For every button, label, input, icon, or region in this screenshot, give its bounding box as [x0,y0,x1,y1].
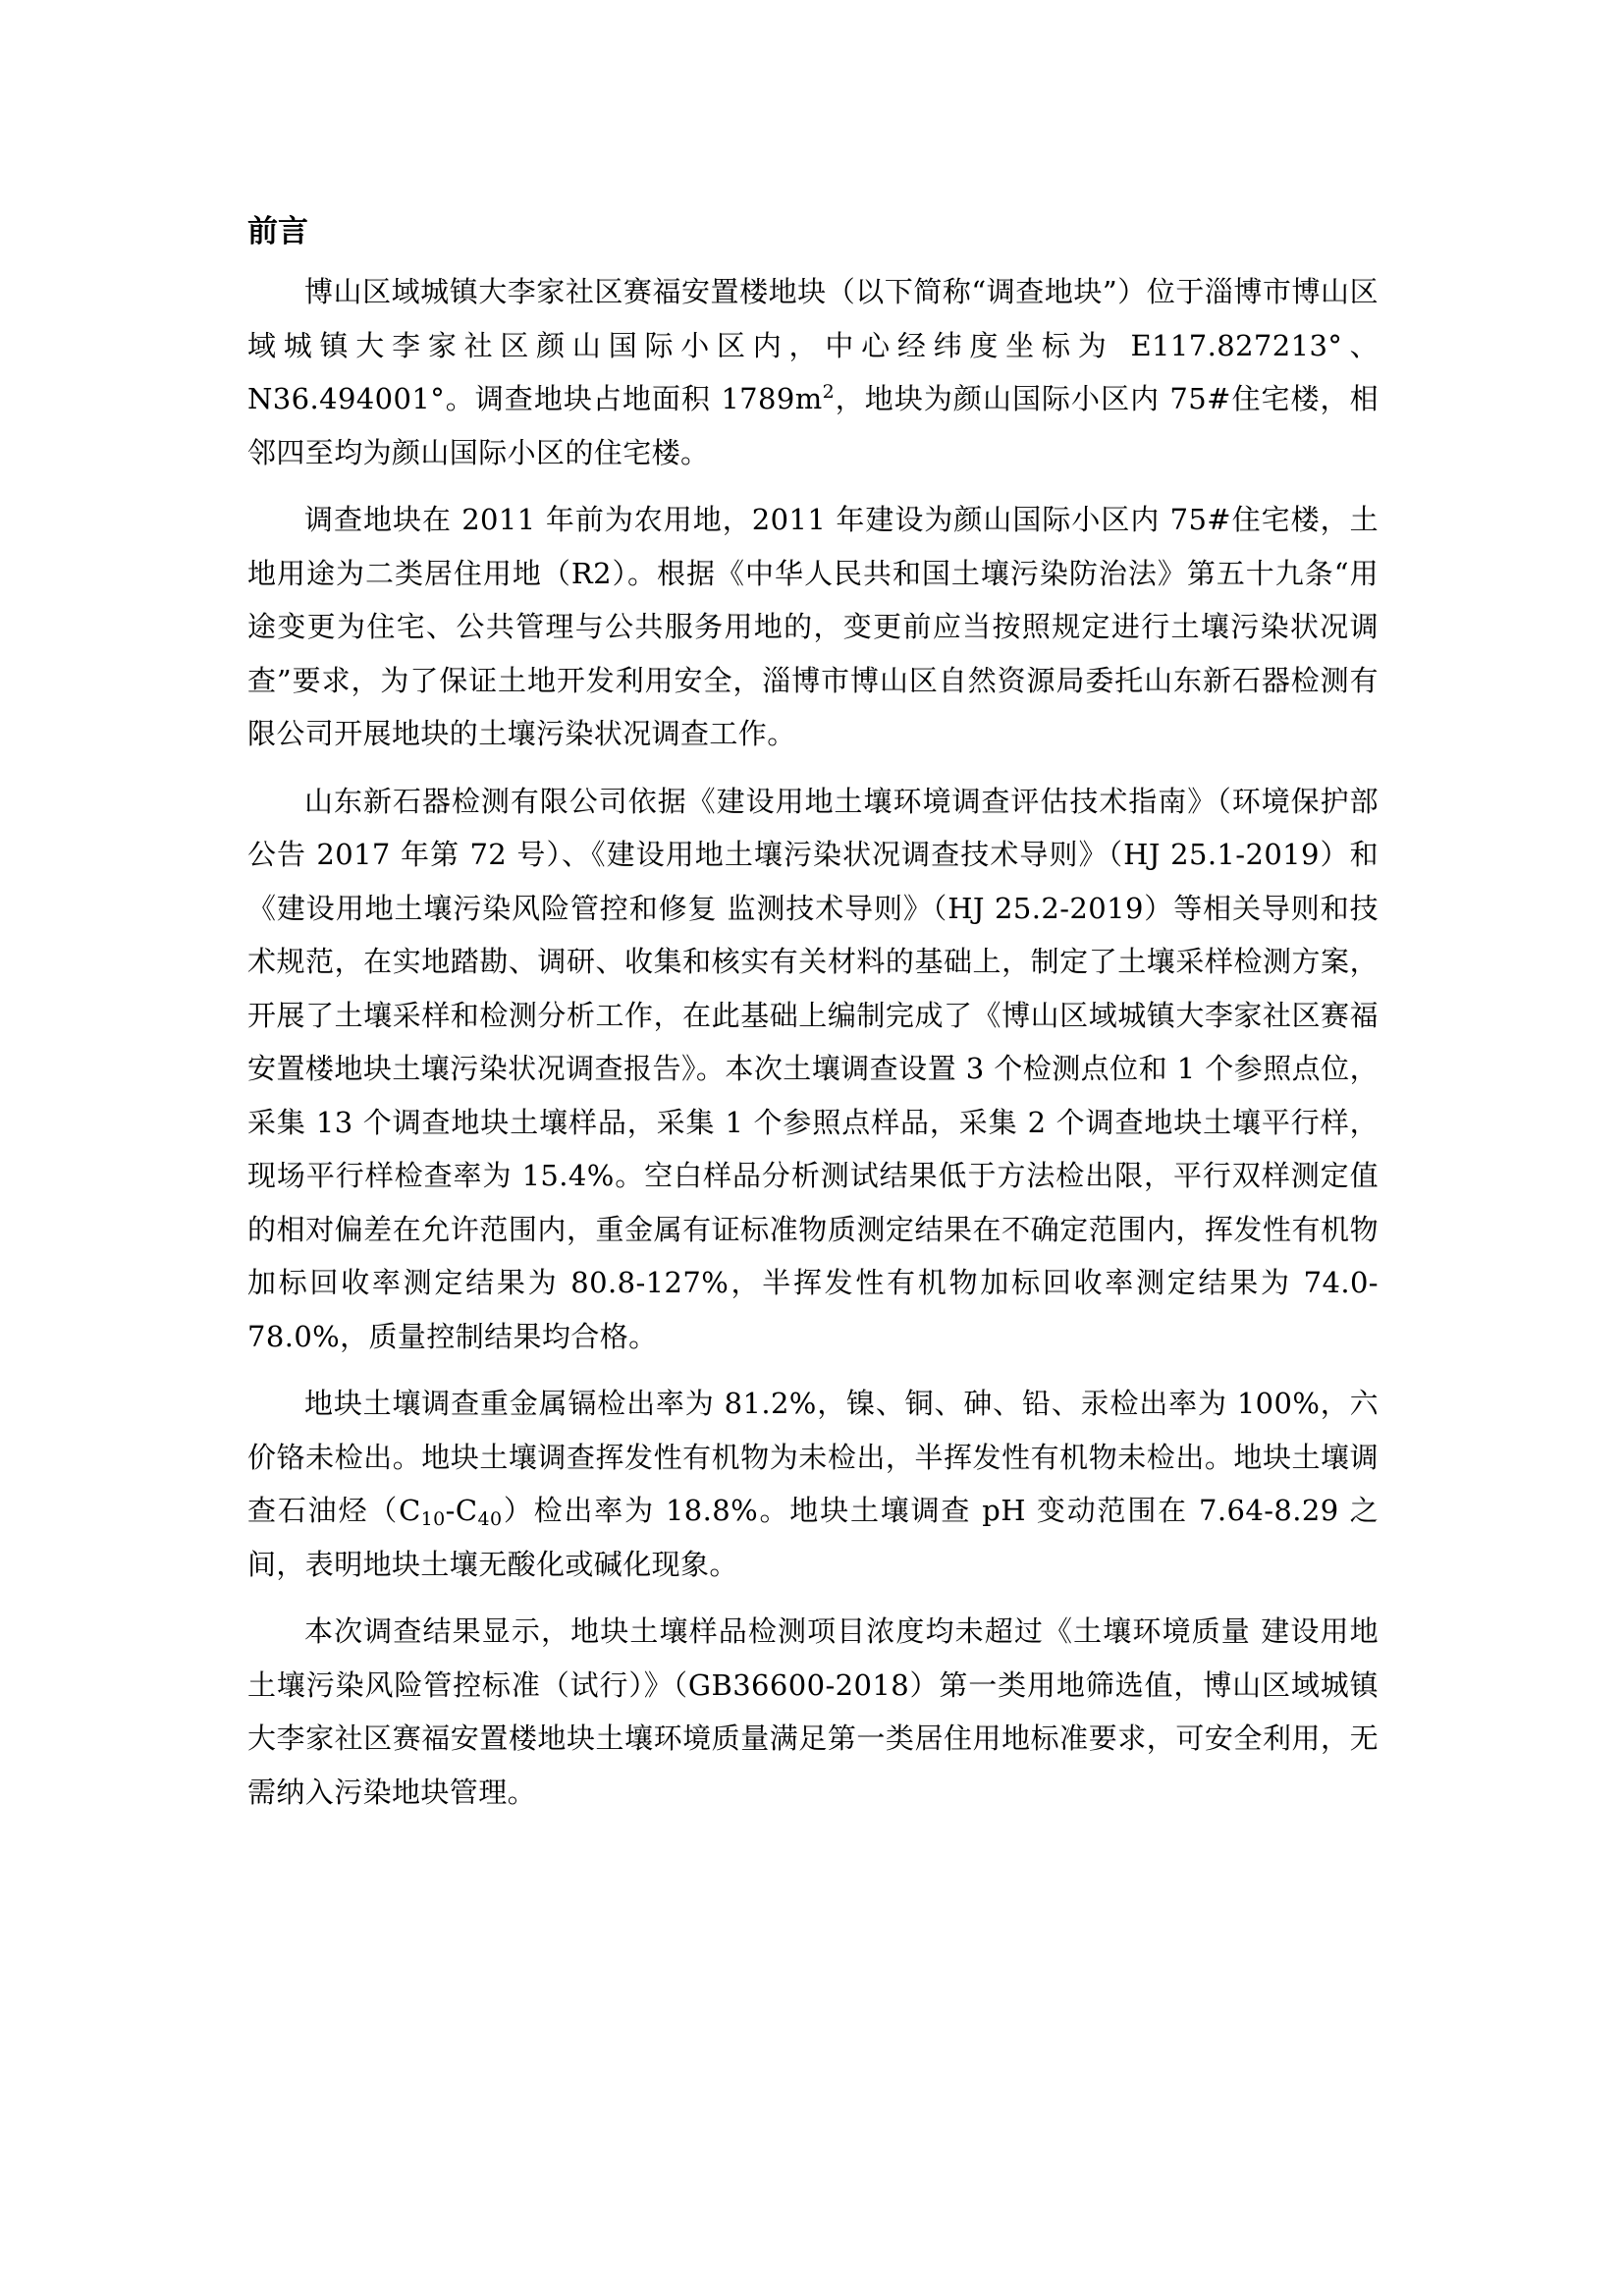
paragraph-land-use: 调查地块在 2011 年前为农用地，2011 年建设为颜山国际小区内 75#住宅楼，土地用途为二类居住用地（R2）。根据《中华人民共和国土壤污染防治法》第五十九条“用途变更为住宅、公共管理与公共服务用地的，变更前应当按照规定进行土壤污染状况调查”要求，为了保证土地开发利用安全，淄博市博山区自然资源局委托山东新石器检测有限公司开展地块的土壤污染状况调查工作。 [247,503,1379,750]
paragraph-location [247,265,1379,479]
paragraph-location-text-b: ，地块为颜山国际小区内 75#住宅楼，相邻四至均为颜山国际小区的住宅楼。 [247,382,1379,469]
carbon-subscript-40: 40 [477,1508,503,1530]
paragraph-results-text-b: ）检出率为 18.8%。地块土壤调查 pH 变动范围在 7.64-8.29 之间，表明地块土壤无酸化或碱化现象。 [247,1494,1379,1581]
area-unit-superscript: 2 [822,381,836,403]
paragraph-results [247,1377,1379,1591]
paragraph-results-text-mid: -C [445,1494,478,1527]
page-heading: 前言 [247,214,308,249]
paragraph-results-text-a: 地块土壤调查重金属镉检出率为 81.2%，镍、铜、砷、铅、汞检出率为 100%，六价铬未检出。地块土壤调查挥发性有机物为未检出，半挥发性有机物未检出。地块土壤调查石油烃（C [247,1387,1379,1527]
carbon-subscript-10: 10 [420,1508,446,1530]
paragraph-conclusion: 本次调查结果显示，地块土壤样品检测项目浓度均未超过《土壤环境质量 建设用地土壤污染风险管控标准（试行）》（GB36600-2018）第一类用地筛选值，博山区域城镇大李家社区赛福安置楼地块土壤环境质量满足第一类居住用地标准要求，可安全利用，无需纳入污染地块管理。 [247,1614,1379,1809]
document-body [247,208,1379,1832]
paragraph-methodology: 山东新石器检测有限公司依据《建设用地土壤环境调查评估技术指南》（环境保护部公告 2017 年第 72 号）、《建设用地土壤污染状况调查技术导则》（HJ 25.1-2019）和《建设用地土壤污染风险管控和修复 监测技术导则》（HJ 25.2-2019）等相关导则和技术规范，在实地踏勘、调研、收集和核实有关材料的基础上，制定了土壤采样检测方案，开展了土壤采样和检测分析工作，在此基础上编制完成了《博山区域城镇大李家社区赛福安置楼地块土壤污染状况调查报告》。本次土壤调查设置 3 个检测点位和 1 个参照点位，采集 13 个调查地块土壤样品，采集 1 个参照点样品，采集 2 个调查地块土壤平行样，现场平行样检查率为 15.4%。空白样品分析测试结果低于方法检出限，平行双样测定值的相对偏差在允许范围内，重金属有证标准物质测定结果在不确定范围内，挥发性有机物加标回收率测定结果为 80.8-127%，半挥发性有机物加标回收率测定结果为 74.0-78.0%，质量控制结果均合格。 [247,784,1379,1353]
paragraph-location-text-a: 博山区域城镇大李家社区赛福安置楼地块（以下简称“调查地块”）位于淄博市博山区域城镇大李家社区颜山国际小区内，中心经纬度坐标为 E117.827213°、N36.494001°。调查地块占地面积 1789m [247,275,1379,415]
